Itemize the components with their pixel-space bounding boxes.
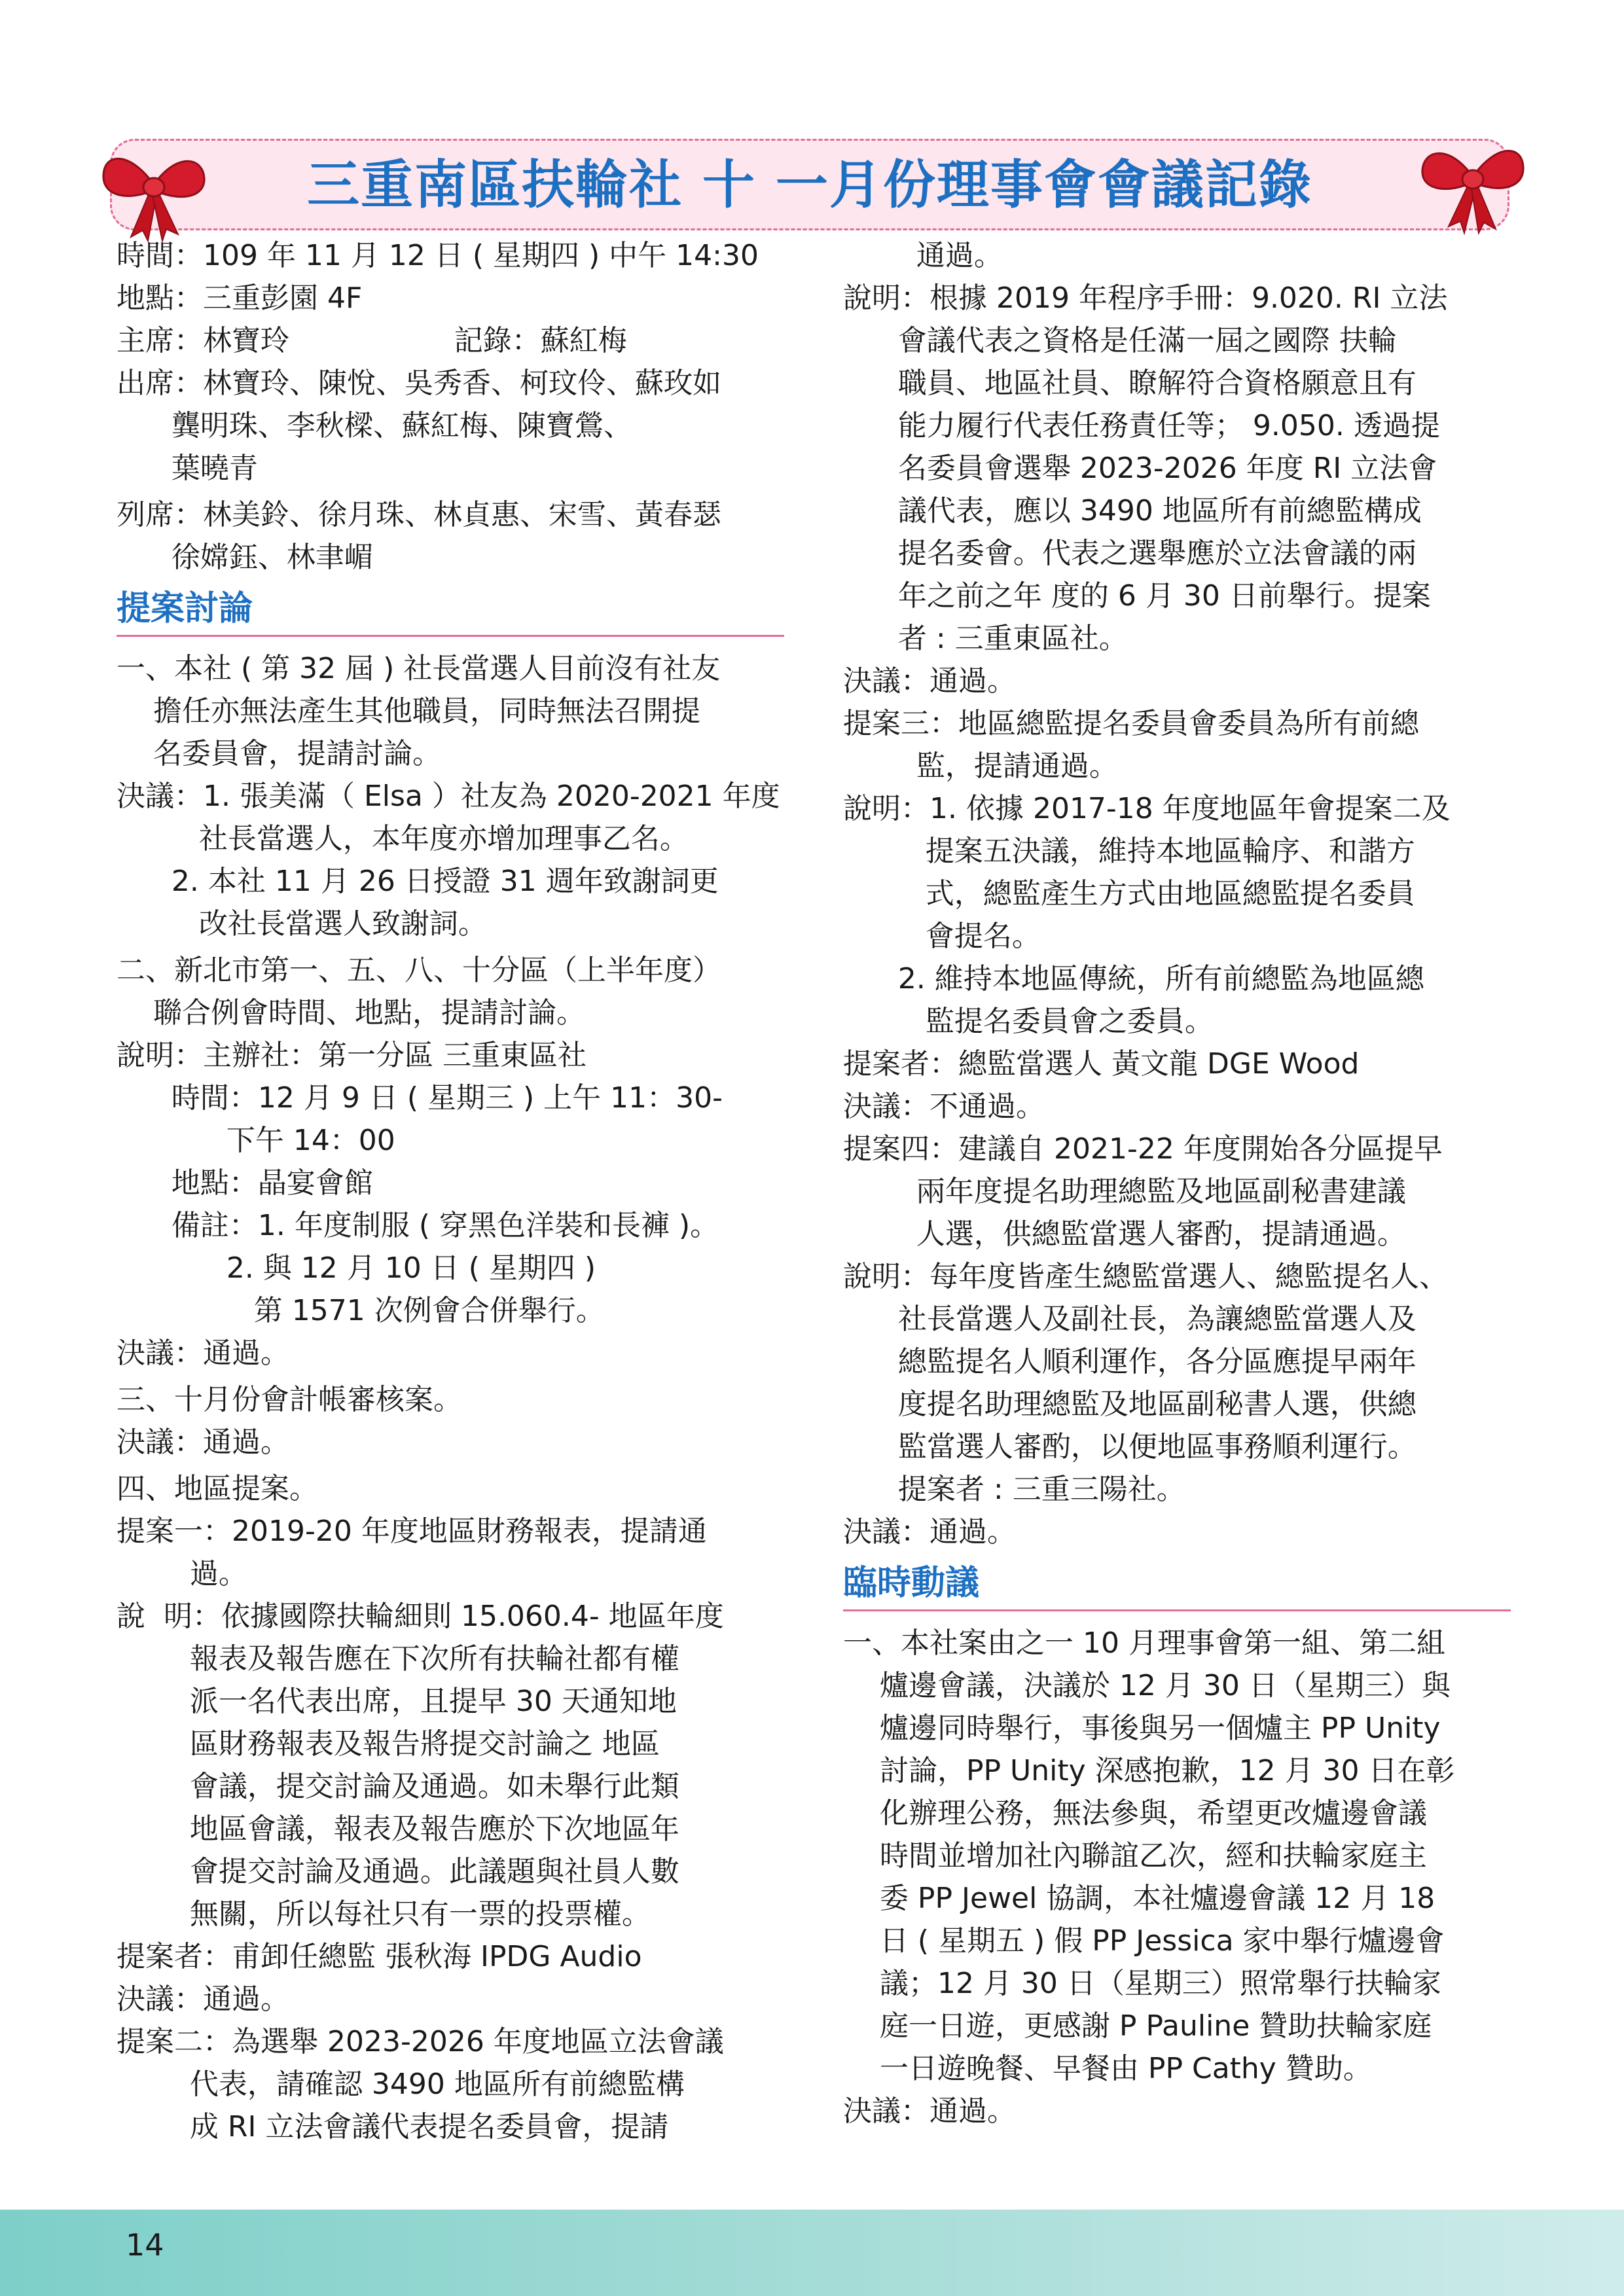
text-line: 決議：1. 張美滿（ Elsa ）社友為 2020-2021 年度 [117, 780, 780, 813]
text-line: 二、新北市第一、五、八、十分區（上半年度） [117, 954, 721, 987]
text-line: 時間：109 年 11 月 12 日 ( 星期四 ) 中午 14:30 [117, 239, 759, 272]
text-line: 改社長當選人致謝詞。 [117, 907, 487, 941]
text-line: 職員、地區社員、瞭解符合資格願意且有 [843, 367, 1416, 400]
text-line: 出席：林寶玲、陳悅、吳秀香、柯玟伶、蘇玫如 [117, 367, 721, 400]
text-line: 提案四：建議自 2021-22 年度開始各分區提早 [843, 1132, 1443, 1166]
text-line: 2. 本社 11 月 26 日授證 31 週年致謝詞更 [117, 865, 719, 898]
text-line: 監，提請通過。 [843, 749, 1118, 783]
text-line: 社長當選人，本年度亦增加理事乙名。 [117, 822, 689, 855]
text-line: 能力履行代表任務責任等； 9.050. 透過提 [843, 409, 1440, 442]
text-line: 聯合例會時間、地點，提請討論。 [117, 996, 585, 1030]
text-line: 提案二：為選舉 2023-2026 年度地區立法會議 [117, 2025, 724, 2058]
text-line: 提案一：2019-20 年度地區財務報表，提請通 [117, 1515, 707, 1548]
text-line: 監提名委員會之委員。 [843, 1005, 1214, 1038]
text-line: 龔明珠、李秋樑、蘇紅梅、陳寶鶯、 [117, 409, 632, 442]
page-title: 三重南區扶輪社 十 一月份理事會會議記錄 [307, 154, 1312, 215]
text-line: 下午 14：00 [117, 1124, 395, 1157]
text-line: 會議，提交討論及通過。如未舉行此類 [117, 1770, 679, 1803]
text-line: 年之前之年 度的 6 月 30 日前舉行。提案 [843, 579, 1431, 613]
text-line: 區財務報表及報告將提交討論之 地區 [117, 1727, 660, 1761]
text-line: 庭一日遊，更感謝 P Pauline 贊助扶輪家庭 [843, 2009, 1432, 2043]
text-line: 決議：通過。 [117, 1982, 289, 2016]
text-line: 決議：不通過。 [843, 1090, 1045, 1123]
text-line: 無關，所以每社只有一票的投票權。 [117, 1897, 651, 1931]
section-heading: 提案討論 [117, 579, 784, 637]
text-line: 決議：通過。 [117, 1336, 289, 1370]
text-line: 決議：通過。 [843, 1515, 1016, 1549]
text-line: 葉曉青 [117, 452, 258, 485]
text-line: 名委員會選舉 2023-2026 年度 RI 立法會 [843, 452, 1437, 485]
ribbon-bow-icon [92, 139, 216, 243]
text-line: 通過。 [843, 239, 1003, 272]
text-line: 派一名代表出席，且提早 30 天通知地 [117, 1685, 677, 1718]
text-line: 兩年度提名助理總監及地區副秘書建議 [843, 1175, 1406, 1208]
text-line: 說明：每年度皆產生總監當選人、總監提名人、 [843, 1260, 1448, 1293]
text-line: 一、本社 ( 第 32 屆 ) 社長當選人目前沒有社友 [117, 652, 721, 685]
text-line: 爐邊同時舉行，事後與另一個爐主 PP Unity [843, 1712, 1441, 1745]
text-line: 2. 維持本地區傳統，所有前總監為地區總 [843, 962, 1424, 996]
text-line: 名委員會，提請討論。 [117, 737, 441, 770]
footer-bar [0, 2210, 1624, 2296]
text-line: 地點：晶宴會館 [117, 1166, 373, 1200]
text-line: 說明：主辦社：第一分區 三重東區社 [117, 1039, 586, 1072]
text-line: 四、地區提案。 [117, 1472, 318, 1505]
text-line: 化辦理公務，無法參與，希望更改爐邊會議 [843, 1797, 1427, 1830]
text-line: 討論，PP Unity 深感抱歉，12 月 30 日在彰 [843, 1754, 1455, 1787]
text-line: 總監提名人順利運作，各分區應提早兩年 [843, 1345, 1416, 1378]
text-line: 徐嫦鈺、林聿嵋 [117, 541, 373, 574]
text-line: 時間：12 月 9 日 ( 星期三 ) 上午 11：30- [117, 1081, 723, 1115]
text-line: 代表，請確認 3490 地區所有前總監構 [117, 2068, 685, 2101]
right-column [843, 234, 1511, 2132]
text-line: 議代表，應以 3490 地區所有前總監構成 [843, 494, 1422, 528]
text-line: 社長當選人及副社長，為讓總監當選人及 [843, 1302, 1416, 1336]
text-line: 成 RI 立法會議代表提名委員會，提請 [117, 2110, 669, 2144]
text-line: 人選，供總監當選人審酌，提請通過。 [843, 1217, 1406, 1251]
title-banner [110, 139, 1509, 230]
text-line: 說 明：依據國際扶輪細則 15.060.4- 地區年度 [117, 1600, 724, 1633]
text-line: 式，總監產生方式由地區總監提名委員 [843, 877, 1415, 910]
text-line: 提名委會。代表之選舉應於立法會議的兩 [843, 537, 1416, 570]
text-line: 會提名。 [843, 920, 1041, 953]
text-line: 會議代表之資格是任滿一屆之國際 扶輪 [843, 324, 1397, 357]
text-line: 列席：林美鈴、徐月珠、林貞惠、宋雪、黃春瑟 [117, 498, 721, 531]
text-line: 委 PP Jewel 協調，本社爐邊會議 12 月 18 [843, 1882, 1435, 1915]
text-line: 報表及報告應在下次所有扶輪社都有權 [117, 1642, 679, 1676]
text-line: 會提交討論及通過。此議題與社員人數 [117, 1855, 679, 1888]
text-line: 爐邊會議，決議於 12 月 30 日（星期三）與 [843, 1669, 1451, 1702]
text-line: 第 1571 次例會合併舉行。 [117, 1294, 605, 1327]
text-line: 日 ( 星期五 ) 假 PP Jessica 家中舉行爐邊會 [843, 1924, 1445, 1958]
text-line: 議；12 月 30 日（星期三）照常舉行扶輪家 [843, 1967, 1441, 2000]
text-line: 地區會議，報表及報告應於下次地區年 [117, 1812, 679, 1846]
text-line: 度提名助理總監及地區副秘書人選，供總 [843, 1388, 1416, 1421]
ribbon-bow-icon [1411, 131, 1535, 236]
left-column [117, 234, 784, 2148]
text-line: 提案者：總監當選人 黃文龍 DGE Wood [843, 1047, 1360, 1081]
text-line: 提案五決議，維持本地區輪序、和諧方 [843, 834, 1415, 868]
text-line: 說明：1. 依據 2017-18 年度地區年會提案二及 [843, 792, 1451, 825]
text-line: 提案三：地區總監提名委員會委員為所有前總 [843, 707, 1419, 740]
text-line: 決議：通過。 [117, 1426, 289, 1459]
text-line: 2. 與 12 月 10 日 ( 星期四 ) [117, 1251, 596, 1285]
text-line: 時間並增加社內聯誼乙次，經和扶輪家庭主 [843, 1839, 1427, 1873]
section-heading: 臨時動議 [843, 1553, 1511, 1611]
page-number: 14 [126, 2227, 164, 2263]
text-line: 監當選人審酌，以便地區事務順利運行。 [843, 1430, 1416, 1463]
text-line: 備註：1. 年度制服 ( 穿黑色洋裝和長褲 )。 [117, 1209, 719, 1242]
text-line: 主席：林寶玲 記錄：蘇紅梅 [117, 324, 627, 357]
text-line: 提案者 : 三重三陽社。 [843, 1473, 1185, 1506]
text-line: 一、本社案由之一 10 月理事會第一組、第二組 [843, 1626, 1445, 1660]
text-line: 三、十月份會計帳審核案。 [117, 1383, 462, 1416]
text-line: 決議：通過。 [843, 664, 1016, 698]
text-line: 地點：三重彭園 4F [117, 281, 363, 315]
text-line: 一日遊晚餐、早餐由 PP Cathy 贊助。 [843, 2052, 1372, 2085]
text-line: 提案者：甫卸任總監 張秋海 IPDG Audio [117, 1940, 642, 1973]
text-line: 說明：根據 2019 年程序手冊：9.020. RI 立法 [843, 281, 1448, 315]
text-line: 擔任亦無法產生其他職員，同時無法召開提 [117, 694, 700, 728]
text-line: 決議：通過。 [843, 2094, 1016, 2128]
text-line: 過。 [117, 1557, 247, 1590]
text-line: 者 : 三重東區社。 [843, 622, 1128, 655]
